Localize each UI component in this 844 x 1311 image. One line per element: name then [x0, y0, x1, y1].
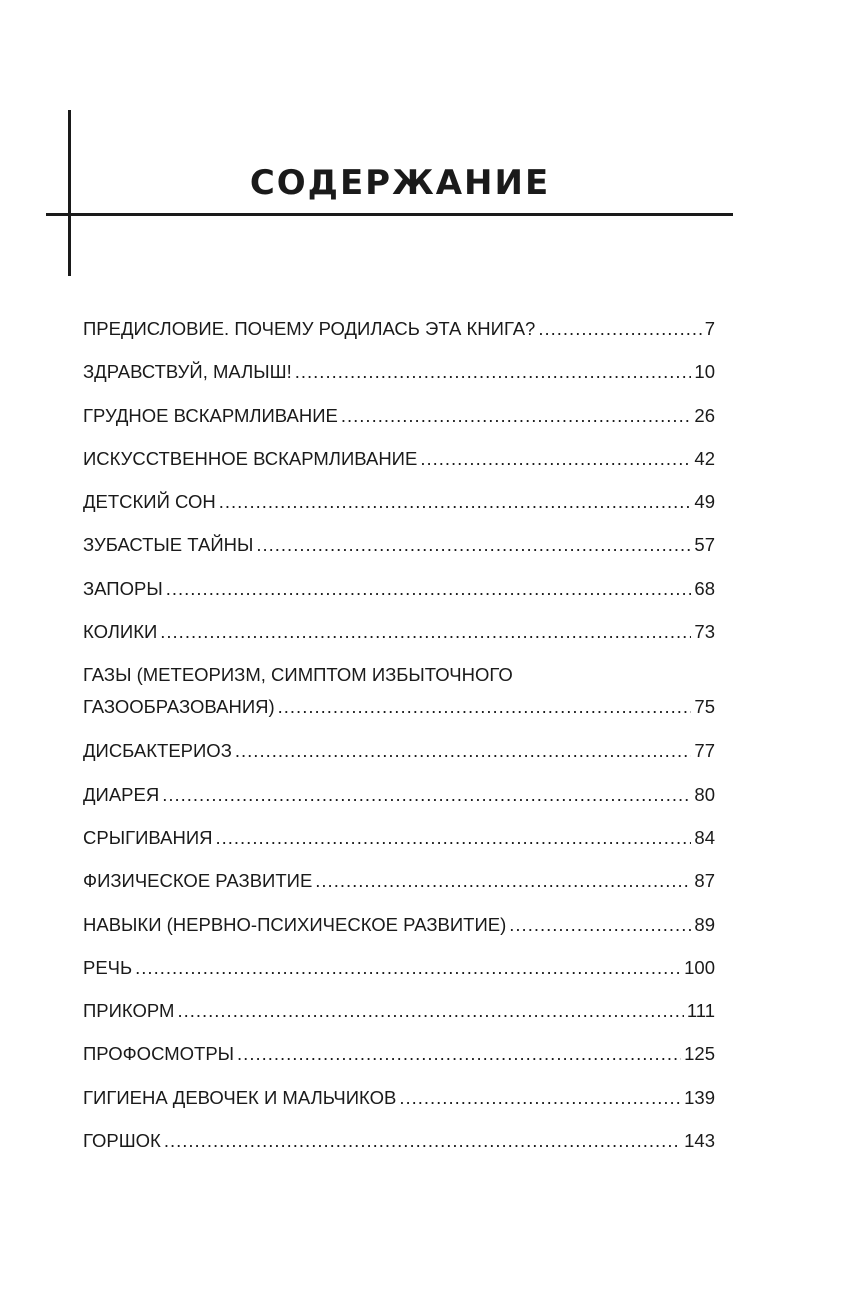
dot-leader [538, 307, 701, 350]
toc-entry-title: ЗДРАВСТВУЙ, МАЛЫШ! [83, 361, 292, 383]
dot-leader [160, 610, 691, 653]
dot-leader [164, 1119, 681, 1162]
toc-entry[interactable] [83, 610, 715, 653]
toc-entry[interactable] [83, 567, 715, 610]
dot-leader [177, 989, 683, 1032]
toc-entry-page: 68 [694, 577, 715, 599]
toc-entry-page: 73 [694, 621, 715, 643]
toc-entry[interactable] [83, 816, 715, 859]
toc-entry-page: 139 [684, 1086, 715, 1108]
toc-entry-page: 111 [686, 1000, 715, 1022]
dot-leader [341, 394, 692, 437]
toc-entry-title: ДИАРЕЯ [83, 783, 160, 805]
toc-entry[interactable] [83, 1032, 715, 1075]
toc-entry-title: РЕЧЬ [83, 956, 133, 978]
toc-entry[interactable] [83, 773, 715, 816]
toc-entry-page: 89 [694, 913, 715, 935]
toc-entry-title: ПРИКОРМ [83, 1000, 175, 1022]
toc-entry-page: 49 [694, 491, 715, 513]
toc-entry-page: 125 [684, 1043, 715, 1065]
dot-leader [399, 1076, 681, 1119]
toc-entry-page: 80 [694, 783, 715, 805]
toc-entry[interactable] [83, 859, 715, 902]
toc-entry-page: 77 [694, 740, 715, 762]
toc-entry[interactable] [83, 1076, 715, 1119]
toc-entry-title: ЗУБАСТЫЕ ТАЙНЫ [83, 534, 254, 556]
toc-entry[interactable] [83, 903, 715, 946]
toc-entry-title: КОЛИКИ [83, 621, 158, 643]
toc-entry[interactable] [83, 946, 715, 989]
toc-entry-page: 75 [694, 696, 715, 718]
dot-leader [278, 685, 692, 729]
toc-entry-title: ФИЗИЧЕСКОЕ РАЗВИТИЕ [83, 870, 313, 892]
dot-leader [509, 903, 691, 946]
toc-entry-title: ГРУДНОЕ ВСКАРМЛИВАНИЕ [83, 404, 338, 426]
dot-leader [235, 729, 692, 772]
toc-entry-page: 143 [684, 1130, 715, 1152]
toc-entry[interactable] [83, 523, 715, 566]
toc-entry[interactable] [83, 437, 715, 480]
toc-entry[interactable] [83, 729, 715, 772]
dot-leader [237, 1032, 681, 1075]
dot-leader [219, 480, 692, 523]
toc-entry-title-line1: ГАЗЫ (МЕТЕОРИЗМ, СИМПТОМ ИЗБЫТОЧНОГО [83, 664, 513, 686]
toc-entry-title-line2: ГАЗООБРАЗОВАНИЯ) [83, 696, 275, 718]
toc-entry-title: СРЫГИВАНИЯ [83, 826, 213, 848]
dot-leader [162, 773, 691, 816]
toc-entry[interactable] [83, 653, 715, 729]
toc-entry-page: 57 [694, 534, 715, 556]
toc-entry-title: ГИГИЕНА ДЕВОЧЕК И МАЛЬЧИКОВ [83, 1086, 397, 1108]
dot-leader [256, 523, 691, 566]
dot-leader [295, 350, 692, 393]
toc-entry-page: 100 [684, 956, 715, 978]
toc-entry[interactable] [83, 480, 715, 523]
toc-entry[interactable] [83, 307, 715, 350]
toc-entry-page: 7 [704, 318, 715, 339]
toc-entry-page: 42 [694, 447, 715, 469]
toc-entry-title: ИСКУССТВЕННОЕ ВСКАРМЛИВАНИЕ [83, 447, 418, 469]
toc-entry-title: ПРЕДИСЛОВИЕ. ПОЧЕМУ РОДИЛАСЬ ЭТА КНИГА? [83, 318, 536, 339]
toc-entry[interactable] [83, 1119, 715, 1162]
dot-leader [135, 946, 681, 989]
toc-entry-title: ЗАПОРЫ [83, 577, 163, 599]
toc-entry-title: ДЕТСКИЙ СОН [83, 491, 216, 513]
page-title: СОДЕРЖАНИЕ [249, 162, 551, 203]
toc-entry-page: 87 [694, 870, 715, 892]
toc-entry-title: ДИСБАКТЕРИОЗ [83, 740, 232, 762]
toc-entry[interactable] [83, 394, 715, 437]
toc-entry[interactable] [83, 350, 715, 393]
toc-entry-title: ПРОФОСМОТРЫ [83, 1043, 235, 1065]
dot-leader [215, 816, 691, 859]
dot-leader [315, 859, 691, 902]
toc-entry-page: 26 [694, 404, 715, 426]
dot-leader [420, 437, 691, 480]
toc-entry-page: 84 [694, 826, 715, 848]
horizontal-rule [46, 213, 733, 216]
toc-entry-title: НАВЫКИ (НЕРВНО-ПСИХИЧЕСКОЕ РАЗВИТИЕ) [83, 913, 507, 935]
dot-leader [166, 567, 692, 610]
table-of-contents [83, 307, 715, 1162]
toc-entry-title: ГОРШОК [83, 1130, 161, 1152]
toc-entry[interactable] [83, 989, 715, 1032]
toc-entry-page: 10 [694, 361, 715, 383]
